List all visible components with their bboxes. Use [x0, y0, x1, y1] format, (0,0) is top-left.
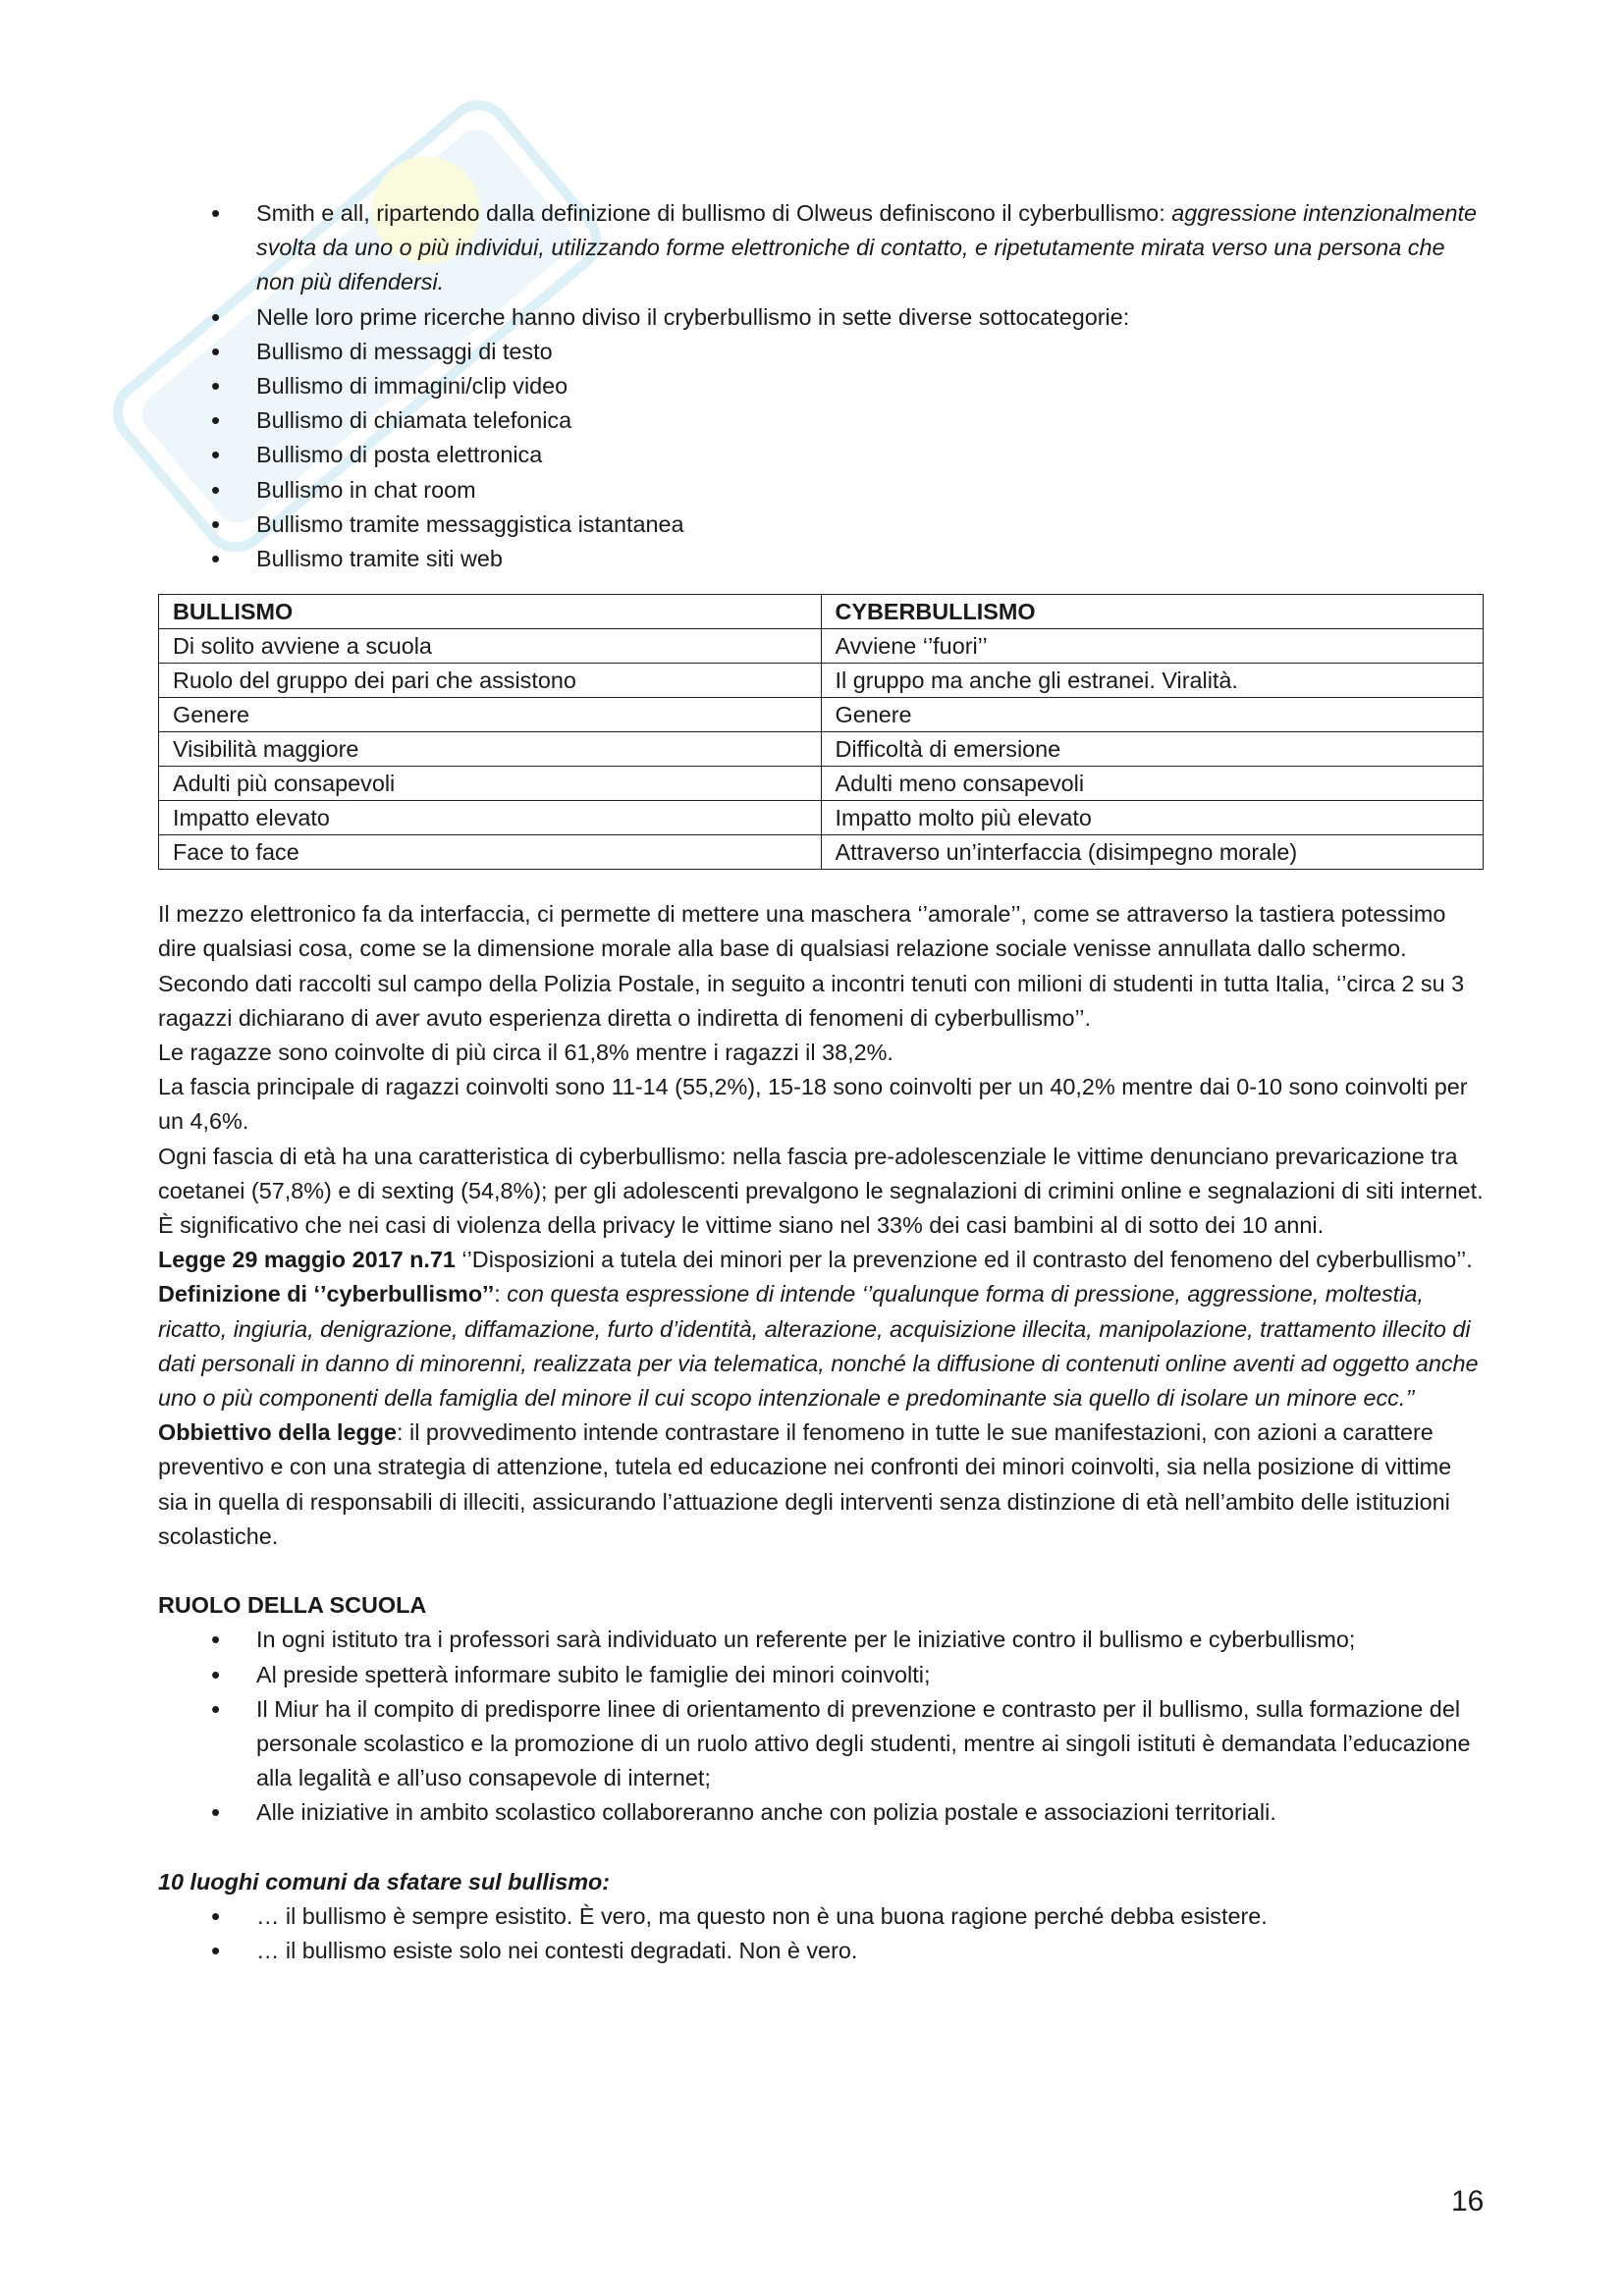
school-bullet-item: • Alle iniziative in ambito scolastico collaboreranno anche con polizia postale e associazioni territoriali.	[158, 1795, 1486, 1830]
paragraph-age-characteristics: Ogni fascia di età ha una caratteristica di cyberbullismo: nella fascia pre-adolescenziale le vittime denunciano prevaricazione tra coetanei (57,8%) e di sexting (54,8%); per gli adolescenti prevalgono le segnalazioni di crimini online e segnalazioni di siti internet. È significativo che nei casi di violenza della privacy le vittime siano nel 33% dei casi bambini al di sotto dei 10 anni.	[158, 1143, 1484, 1239]
bullet-text: Bullismo tramite messaggistica istantanea	[256, 510, 684, 537]
bullet-text: Bullismo di chiamata telefonica	[256, 407, 572, 434]
page-content	[158, 196, 1486, 1968]
paragraph-gender-stats: Le ragazze sono coinvolte di più circa il 61,8% mentre i ragazzi il 38,2%.	[158, 1040, 893, 1066]
table-row	[159, 698, 1484, 732]
myths-heading: 10 luoghi comuni da sfatare sul bullismo:	[158, 1868, 611, 1895]
definition-text: con questa espressione di intende ‘’qualunque forma di pressione, aggressione, moltestia, ricatto, ingiuria, denigrazione, diffamazione, furto d’identità, alterazione, acquisizione illecita, manipolazione, trattamento illecito di dati personali in danno di minorenni, realizzata per via telematica, nonché la diffusione di contenuti online aventi ad oggetto anche uno o più componenti della famiglia del minore il cui scopo intenzionale e predominante sia quello di isolare un minore ecc.’’	[158, 1281, 1479, 1412]
intro-section	[158, 196, 1486, 576]
objective-label: Obbiettivo della legge	[158, 1419, 398, 1446]
comparison-table	[158, 594, 1484, 870]
table-row	[159, 629, 1484, 664]
cell-bullismo: Impatto elevato	[159, 801, 822, 835]
intro-bullet-item	[158, 473, 1486, 507]
definition-colon: :	[494, 1281, 508, 1308]
objective-text: : il provvedimento intende contrastare il fenomeno in tutte le sue manifestazioni, con azioni a carattere preventivo e con una strategia di attenzione, tutela ed educazione nei confronti dei minori coinvolti, sia nella posizione di vittime sia in quella di responsabili di illeciti, assicurando l’attuazione degli interventi senza distinzione di età nell’ambito delle istituzioni scolastiche.	[158, 1419, 1452, 1549]
paragraph-police-data: Secondo dati raccolti sul campo della Polizia Postale, in seguito a incontri tenuti con milioni di studenti in tutta Italia, ‘’circa 2 su 3 ragazzi dichiarano di aver avuto esperienza diretta o indiretta di fenomeni di cyberbullismo’’.	[158, 970, 1465, 1031]
page-number: 16	[1451, 2185, 1485, 2217]
paragraph-definition	[158, 1277, 1486, 1415]
school-bullet-list	[158, 1623, 1486, 1830]
cell-cyberbullismo: Genere	[821, 698, 1484, 732]
bullet-text: Bullismo di immagini/clip video	[256, 373, 568, 400]
paragraph-age-stats: La fascia principale di ragazzi coinvolti sono 11-14 (55,2%), 15-18 sono coinvolti per un 40,2% mentre dai 0-10 sono coinvolti per un 4,6%.	[158, 1074, 1468, 1135]
cell-bullismo: Adulti più consapevoli	[159, 767, 822, 801]
table-row	[159, 801, 1484, 835]
cell-bullismo: Face to face	[159, 835, 822, 870]
intro-bullet-list	[158, 196, 1486, 576]
bullet-text: Smith e all, ripartendo dalla definizione di bullismo di Olweus definiscono il cyberbullismo:	[256, 200, 1172, 226]
law-title: Legge 29 maggio 2017 n.71	[158, 1247, 456, 1273]
paragraph-interface: Il mezzo elettronico fa da interfaccia, ci permette di mettere una maschera ‘’amorale’’, come se attraverso la tastiera potessimo dire qualsiasi cosa, come se la dimensione morale alla base di qualsiasi relazione sociale venisse annullata dallo schermo.	[158, 901, 1446, 962]
bullet-text: Bullismo tramite siti web	[256, 546, 503, 572]
myth-bullet-item: • … il bullismo esiste solo nei contesti degradati. Non è vero.	[158, 1934, 1486, 1968]
intro-bullet-item	[158, 300, 1486, 335]
definition-label: Definizione di ‘’cyberbullismo’’	[158, 1281, 495, 1308]
cell-bullismo: Ruolo del gruppo dei pari che assistono	[159, 664, 822, 698]
cell-cyberbullismo: Avviene ‘’fuori’’	[821, 629, 1484, 664]
myths-bullet-list	[158, 1899, 1486, 1968]
school-heading: RUOLO DELLA SCUOLA	[158, 1592, 427, 1619]
intro-bullet-item	[158, 196, 1486, 300]
school-bullet-item: • Al preside spetterà informare subito le famiglie dei minori coinvolti;	[158, 1658, 1486, 1692]
cell-bullismo: Genere	[159, 698, 822, 732]
intro-bullet-item	[158, 542, 1486, 576]
intro-bullet-item	[158, 335, 1486, 369]
bullet-text: Bullismo in chat room	[256, 476, 476, 503]
law-description: ‘’Disposizioni a tutela dei minori per la prevenzione ed il contrasto del fenomeno del cyberbullismo’’.	[455, 1247, 1473, 1273]
bullet-text: Bullismo di posta elettronica	[256, 442, 543, 468]
intro-bullet-item	[158, 369, 1486, 403]
table-row	[159, 767, 1484, 801]
cell-cyberbullismo: Attraverso un’interfaccia (disimpegno morale)	[821, 835, 1484, 870]
cell-cyberbullismo: Il gruppo ma anche gli estranei. Viralità.	[821, 664, 1484, 698]
table-header-bullismo: BULLISMO	[159, 595, 822, 629]
school-bullet-item: • Il Miur ha il compito di predisporre linee di orientamento di prevenzione e contrasto per il bullismo, sulla formazione del personale scolastico e la promozione di un ruolo attivo degli studenti, mentre ai singoli istituti è demandata l’educazione alla legalità e all’uso consapevole di internet;	[158, 1692, 1486, 1796]
myth-bullet-item: • … il bullismo è sempre esistito. È vero, ma questo non è una buona ragione perché debba esistere.	[158, 1899, 1486, 1934]
bullet-text: Nelle loro prime ricerche hanno diviso il cryberbullismo in sette diverse sottocategorie:	[256, 303, 1130, 330]
intro-bullet-item	[158, 403, 1486, 438]
cell-bullismo: Di solito avviene a scuola	[159, 629, 822, 664]
intro-bullet-item	[158, 438, 1486, 472]
table-row	[159, 732, 1484, 767]
cell-cyberbullismo: Adulti meno consapevoli	[821, 767, 1484, 801]
cell-cyberbullismo: Difficoltà di emersione	[821, 732, 1484, 767]
school-bullet-item: • In ogni istituto tra i professori sarà individuato un referente per le iniziative contro il bullismo e cyberbullismo;	[158, 1623, 1486, 1657]
bullet-italic-text: aggressione intenzionalmente svolta da uno o più individui, utilizzando forme elettroniche di contatto, e ripetutamente mirata verso una persona che non più difendersi.	[256, 200, 1477, 295]
paragraph-objective	[158, 1415, 1486, 1554]
table-row	[159, 664, 1484, 698]
table-header-cyberbullismo: CYBERBULLISMO	[821, 595, 1484, 629]
cell-bullismo: Visibilità maggiore	[159, 732, 822, 767]
bullet-text: Bullismo di messaggi di testo	[256, 338, 553, 364]
table-header-row	[159, 595, 1484, 629]
paragraph-law	[158, 1243, 1486, 1277]
cell-cyberbullismo: Impatto molto più elevato	[821, 801, 1484, 835]
table-row	[159, 835, 1484, 870]
intro-bullet-item	[158, 507, 1486, 542]
